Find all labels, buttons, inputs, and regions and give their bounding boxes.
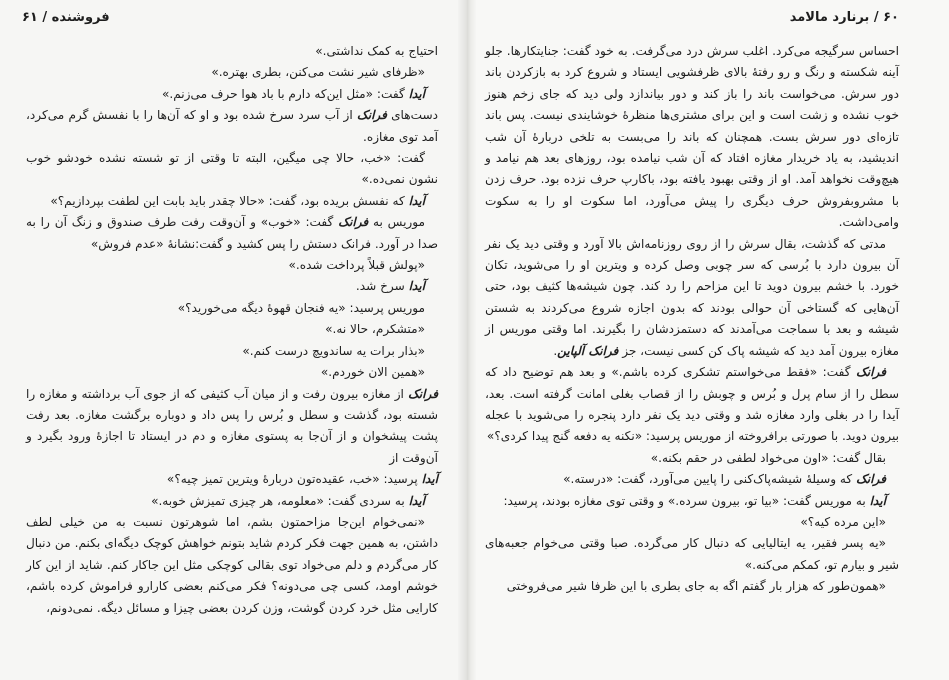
paragraph [485, 512, 899, 533]
character-name: فرانک [338, 215, 369, 230]
paragraph-text: «این مرده کیه؟» [800, 514, 886, 529]
paragraph-text: به موریس گفت: «بیا تو، بیرون سرده.» و وقتی توی مغازه بودند، پرسید: [503, 493, 870, 508]
character-name: آیدا [421, 472, 438, 487]
paragraph-text: از مغازه بیرون رفت و از میان آب کثیفی که از جوی آب برداشته و مغازه را شسته بود، گذشت و سطل و بُرس را پس داد و دوباره برگشت مغازه. بعد رفت پشت پیشخوان و از آن‌جا به پستوی مغازه و دم در ایستاد تا اجازهٔ ورود بگیرد و آن‌وقت از [26, 386, 438, 465]
paragraph-text: «پولش قبلاً پرداخت شده.» [288, 258, 425, 273]
paragraph-text: سرخ شد. [355, 279, 409, 294]
paragraph [26, 62, 438, 83]
paragraph-text: موریس پرسید: «یه فنجان قهوهٔ دیگه می‌خورید؟» [177, 300, 425, 315]
paragraph [26, 84, 438, 105]
character-name: آیدا [408, 279, 425, 294]
paragraph-text: «متشکرم، حالا نه.» [325, 322, 425, 337]
paragraph-text: احتیاج به کمک نداشتی.» [315, 44, 438, 58]
character-name: آیدا [408, 193, 425, 208]
character-name: فرانک [407, 386, 438, 401]
paragraph-text: موریس به [368, 215, 425, 230]
paragraph-text: بقال گفت: «اون می‌خواد لطفی در حقم بکنه.» [650, 450, 886, 465]
paragraph-text: نشانهٔ «عدم فروش» [90, 236, 196, 251]
paragraph-text: «همین الان خوردم.» [320, 365, 425, 380]
page-body [485, 41, 899, 598]
paragraph [485, 362, 899, 448]
paragraph-text: پرسید: «خب، عقیده‌تون دربارهٔ ویترین تمیز چیه؟» [166, 472, 422, 487]
paragraph-text: «نمی‌خوام این‌جا مزاحمتون بشم، اما شوهرتون نسبت به من خیلی لطف داشتن، به همین جهت فکر کردم شاید بتونم خواهش کوچک دیگه‌ای بکنم. من دنبال کار می‌گردم و دلم می‌خواد توی بقالی کوچکی مثل این جاکار کنم. شاید از این کار خوشم اومد، کسی چی می‌دونه؟ فکر می‌کنم بعضی کارارو فراموش کرده باشم، کارایی مثل خرد کردن گوشت، وزن کردن بعضی چیزا و مسائل دیگه. نمی‌دونم، [26, 514, 438, 615]
character-name: آیدا [408, 86, 425, 101]
paragraph-text: مدتی که گذشت، بقال سرش را از روی روزنامه‌اش بالا آورد و وقتی دید یک نفر آن بیرون دارد با بُرسی که سر چوبی وصل کرده و ویترین او را می‌شوید، تکان خورد. با خشم بیرون دوید تا این مزاحم را رد کند. چون شیشه‌ها کثیف بود، حتی آن‌هایی که گستاخی آن حوالی بودند که بدون اجازه شروع می‌کردند به شستن شیشه و بعد با سماجت می‌آمدند که دستمزدشان را بگیرند. اما وقتی موریس از مغازه بیرون آمد دید که شیشه پاک کن کسی نیست، جز [485, 236, 899, 358]
paragraph [26, 298, 438, 319]
paragraph [485, 448, 899, 469]
character-name: فرانک [855, 472, 886, 487]
paragraph [485, 533, 899, 576]
character-name: فرانک [855, 365, 886, 380]
paragraph [26, 41, 438, 62]
paragraph [26, 191, 438, 212]
paragraph [26, 362, 438, 383]
paragraph [485, 41, 899, 234]
paragraph [26, 341, 438, 362]
paragraph [26, 255, 438, 276]
paragraph [26, 469, 438, 490]
left-page [0, 0, 465, 680]
paragraph-text: که نفسش بریده بود، گفت: «حالا چقدر باید بابت این لطفت بپردازیم؟» [50, 193, 409, 208]
paragraph [26, 512, 438, 619]
paragraph [26, 491, 438, 512]
paragraph-text: از آب سرد سرخ شده بود و او که آن‌ها را با نفسش گرم می‌کرد، آمد توی مغازه. [26, 108, 438, 144]
paragraph [485, 469, 899, 490]
paragraph [26, 148, 438, 191]
book-gutter [458, 0, 476, 680]
paragraph-text: «بذار برات یه ساندویچ درست کنم.» [242, 343, 425, 358]
paragraph-text: گفت: «مثل این‌که دارم با باد هوا حرف می‌زنم.» [161, 86, 409, 101]
paragraph-text: . [553, 343, 558, 358]
right-page [465, 0, 949, 680]
paragraph [26, 319, 438, 340]
paragraph-text: احساس سرگیجه می‌کرد. اغلب سرش درد می‌گرفت. به خود گفت: جنایتکارها. جلو آینه شکسته و رنگ و رو رفتهٔ بالای ظرفشویی ایستاد و شروع کرد به بازکردن باند دور سرش. می‌خواست باند را باز کند و دور بیاندازد ولی دید که جای زخم هنوز خوب نشده و زشت است و این برای مشتری‌ها منظرهٔ خوشایندی نیست. پس باند تازه‌ای دور سرش بست. همچنان که باند را می‌بست به تلخی دربارهٔ آن شب اندیشید، به یاد خریدار مغازه افتاد که آن شب نیامده بود، روزهای بعد هم نیامد و هیچ‌وقت نخواهد آمد. او از وقتی بهبود یافته بود، باکارپ حرف نزده بود. حرف زدن با مشروبفروش حرف دیگری را پیش می‌آورد، اما سکوت او را به سکوت وامی‌داشت. [485, 44, 899, 230]
character-name: فرانک [356, 108, 387, 123]
page-header: فروشنده / ۶۱ [22, 10, 110, 25]
character-name: آیدا [869, 493, 886, 508]
paragraph [485, 491, 899, 512]
paragraph [485, 234, 899, 362]
paragraph-text: «همون‌طور که هزار بار گفتم اگه به جای بطری با این ظرفا شیر می‌فروختی [506, 579, 886, 594]
paragraph-text: دست‌های [386, 108, 438, 123]
paragraph-text: گفت: «فقط می‌خواستم تشکری کرده باشم.» و بعد هم توضیح داد که سطل را از سام پرل و بُرس و چوبش را از قصاب بغلی امانت گرفته است. بعد، آیدا را در بغلی وارد مغازه شد و وقتی دید یک نفر دارد پنجره را می‌شوید با عجله بیرون دوید. با صورتی برافروخته از موریس پرسید: «نکنه یه دفعه گنج پیدا کردی؟» [485, 365, 899, 444]
paragraph-text: «ظرفای شیر نشت می‌کنن، بطری بهتره.» [211, 65, 425, 80]
paragraph-text: که وسیلهٔ شیشه‌پاک‌کنی را پایین می‌آورد، گفت: «درسته.» [563, 472, 856, 487]
page-body [26, 41, 438, 619]
page-header: ۶۰ / برنارد مالامد [789, 10, 899, 25]
paragraph [26, 276, 438, 297]
paragraph [26, 212, 438, 255]
character-name: فرانک آلپاین [557, 343, 619, 358]
paragraph [26, 384, 438, 470]
paragraph-text: گفت: «خب، حالا چی میگین، البته تا وقتی از تو شسته نشده خودشو خوب نشون نمی‌ده.» [26, 151, 438, 187]
paragraph-text: به سردی گفت: «معلومه، هر چیزی تمیزش خوبه.» [151, 493, 409, 508]
character-name: آیدا [408, 493, 425, 508]
paragraph-text: «یه پسر فقیر، یه ایتالیایی که دنبال کار می‌گرده. صبا وقتی می‌خوام جعبه‌های شیر و بیارم تو، کمکم می‌کنه.» [485, 536, 899, 572]
paragraph [485, 576, 899, 597]
paragraph [26, 105, 438, 148]
paragraph-text: گفت: «خوب» و آن‌وقت رفت طرف صندوق و زنگ آن را به صدا در آورد. فرانک دستش را پس کشید و گفت: [26, 215, 438, 251]
